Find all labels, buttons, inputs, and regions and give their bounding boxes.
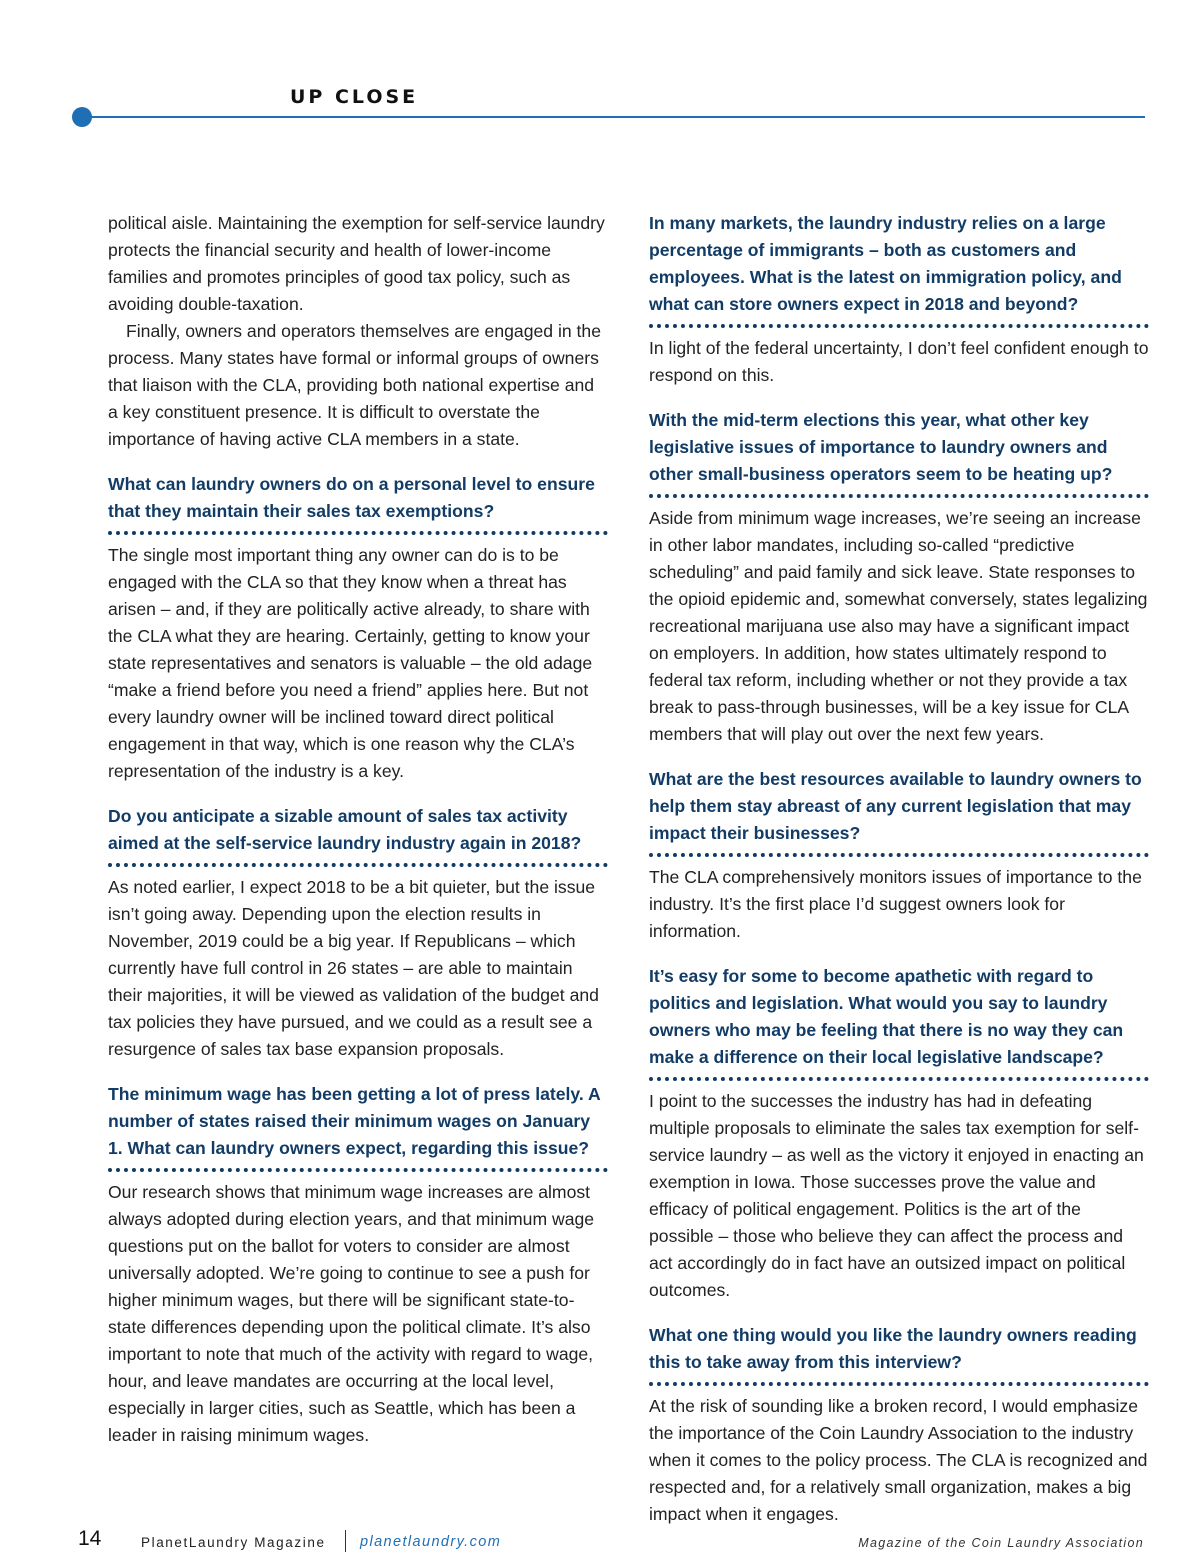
- interview-question: What can laundry owners do on a personal level to ensure that they maintain their sales tax exemptions?: [108, 471, 608, 535]
- interview-question: What one thing would you like the laundry owners reading this to take away from this interview?: [649, 1322, 1149, 1386]
- interview-question: The minimum wage has been getting a lot of press lately. A number of states raised their minimum wages on January 1. What can laundry owners expect, regarding this issue?: [108, 1081, 608, 1172]
- interview-answer: Aside from minimum wage increases, we’re seeing an increase in other labor mandates, including so-called “predictive scheduling” and paid family and sick leave. State responses to the opioid epidemic and, somewhat conversely, states legalizing recreational marijuana use also may have a significant impact on employers. In addition, how states ultimately respond to federal tax reform, including whether or not they provide a tax break to pass-through businesses, will be a key issue for CLA members that will play out over the next few years.: [649, 508, 1148, 744]
- footer-tagline: Magazine of the Coin Laundry Association: [858, 1536, 1144, 1550]
- paragraph: political aisle. Maintaining the exemption for self-service laundry protects the financial security and health of lower-income families and promotes principles of good tax policy, such as avoiding double-taxation.: [108, 213, 605, 314]
- magazine-url-link[interactable]: planetlaundry.com: [360, 1534, 502, 1550]
- footer-divider: [345, 1530, 346, 1552]
- left-column: [108, 210, 608, 1449]
- interview-answer: The CLA comprehensively monitors issues of importance to the industry. It’s the first place I’d suggest owners look for information.: [649, 867, 1142, 941]
- section-label: UP CLOSE: [290, 86, 419, 108]
- interview-answer: As noted earlier, I expect 2018 to be a bit quieter, but the issue isn’t going away. Depending upon the election results in November, 2019 could be a big year. If Republicans – which currently have full control in 26 states – are able to maintain their majorities, it will be viewed as validation of the budget and tax policies they have pursued, and we could as a result see a resurgence of sales tax base expansion proposals.: [108, 877, 599, 1059]
- interview-question: It’s easy for some to become apathetic with regard to politics and legislation. What would you say to laundry owners who may be feeling that there is no way they can make a difference on their local legislative landscape?: [649, 963, 1149, 1081]
- page-number: 14: [78, 1527, 102, 1550]
- interview-answer: In light of the federal uncertainty, I don’t feel confident enough to respond on this.: [649, 338, 1149, 385]
- interview-question: What are the best resources available to laundry owners to help them stay abreast of any current legislation that may impact their businesses?: [649, 766, 1149, 857]
- paragraph: Finally, owners and operators themselves are engaged in the process. Many states have formal or informal groups of owners that liaison with the CLA, providing both national expertise and a key constituent presence. It is difficult to overstate the importance of having active CLA members in a state.: [108, 321, 601, 449]
- header-dot: [72, 107, 92, 127]
- interview-question: With the mid-term elections this year, what other key legislative issues of importance to laundry owners and other small-business operators seem to be heating up?: [649, 407, 1149, 498]
- interview-answer: I point to the successes the industry has had in defeating multiple proposals to eliminate the sales tax exemption for self-service laundry – as well as the victory it enjoyed in enacting an exemption in Iowa. Those successes prove the value and efficacy of political engagement. Politics is the art of the possible – those who believe they can affect the process and act accordingly do in fact have an outsized impact on political outcomes.: [649, 1091, 1144, 1300]
- interview-answer: Our research shows that minimum wage increases are almost always adopted during election years, and that minimum wage questions put on the ballot for voters to consider are almost universally adopted. We’re going to continue to see a push for higher minimum wages, but there will be significant state-to-state differences depending upon the political climate. It’s also important to note that much of the activity with regard to wage, hour, and leave mandates are occurring at the local level, especially in larger cities, such as Seattle, which has been a leader in raising minimum wages.: [108, 1182, 595, 1445]
- interview-answer: At the risk of sounding like a broken record, I would emphasize the importance of the Coin Laundry Association to the industry when it comes to the policy process. The CLA is recognized and respected and, for a relatively small organization, makes a big impact when it engages.: [649, 1396, 1148, 1524]
- header-rule: [82, 116, 1145, 118]
- interview-question: Do you anticipate a sizable amount of sales tax activity aimed at the self-service laundry industry again in 2018?: [108, 803, 608, 867]
- interview-answer: The single most important thing any owner can do is to be engaged with the CLA so that they know when a threat has arisen – and, if they are politically active already, to share with the CLA what they are hearing. Certainly, getting to know your state representatives and senators is valuable – the old adage “make a friend before you need a friend” applies here. But not every laundry owner will be inclined toward direct political engagement in that way, which is one reason why the CLA’s representation of the industry is a key.: [108, 545, 593, 781]
- right-column: [649, 210, 1149, 1528]
- interview-question: In many markets, the laundry industry relies on a large percentage of immigrants – both as customers and employees. What is the latest on immigration policy, and what can store owners expect in 2018 and beyond?: [649, 210, 1149, 328]
- magazine-name: PlanetLaundry Magazine: [141, 1535, 326, 1550]
